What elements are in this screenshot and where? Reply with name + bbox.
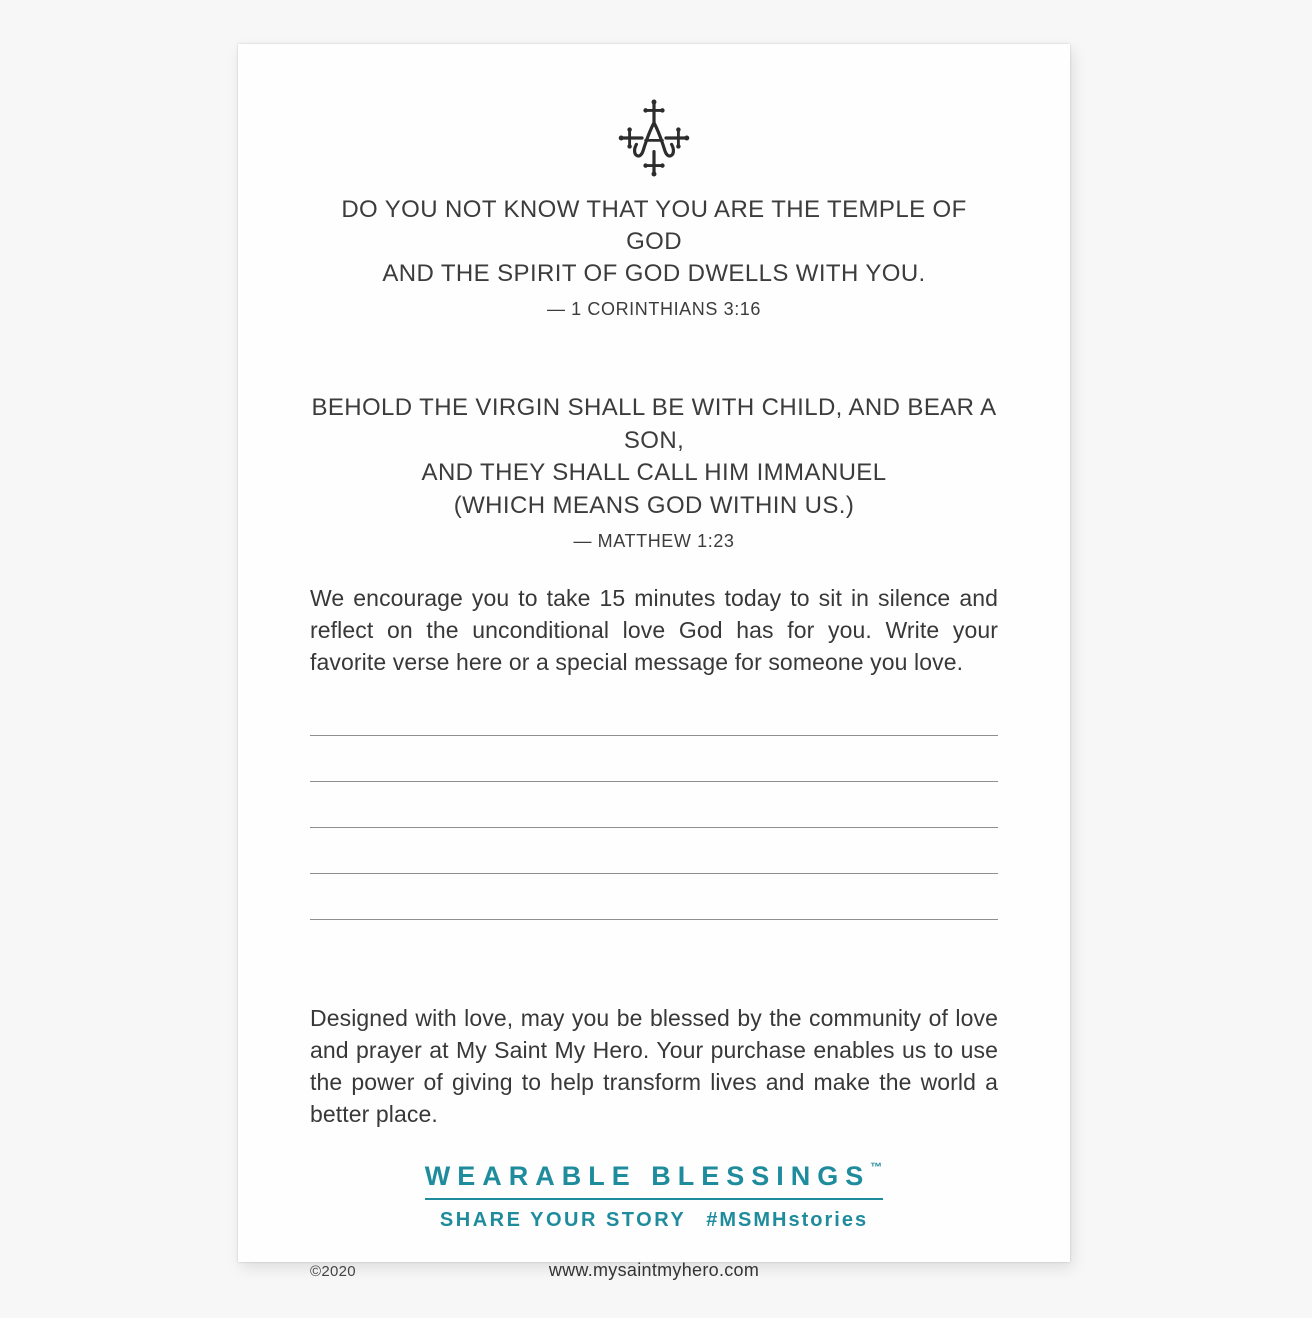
- brand-wordmark: [425, 1160, 884, 1200]
- mission-statement: Designed with love, may you be blessed by the community of love and prayer at My Saint My Hero. Your purchase enables us to use the power of giving to help transform lives and make the world a better place.: [310, 1005, 998, 1127]
- writing-line: [310, 701, 998, 736]
- writing-line: [310, 736, 998, 782]
- reflection-instructions: We encourage you to take 15 minutes today to sit in silence and reflect on the unconditional love God has for you. Write your favorite verse here or a special message for someone you love.: [310, 585, 998, 675]
- scripture-line: DO YOU NOT KNOW THAT YOU ARE THE TEMPLE OF GOD: [341, 196, 967, 255]
- prayer-card-back: [238, 44, 1070, 1280]
- scripture-quote-matthew: [310, 392, 998, 522]
- card-footer: [310, 1260, 998, 1284]
- scripture-citation-matthew: — MATTHEW 1:23: [573, 531, 735, 551]
- scripture-citation-corinthians: — 1 CORINTHIANS 3:16: [546, 299, 762, 319]
- writing-line: [310, 828, 998, 874]
- copyright-notice: ©2020: [310, 1263, 356, 1280]
- scripture-line: AND THE SPIRIT OF GOD DWELLS WITH YOU.: [382, 260, 926, 287]
- hashtag: #MSMHstories: [706, 1209, 869, 1231]
- brand-block: [310, 1160, 998, 1200]
- writing-line: [310, 782, 998, 828]
- scripture-quote-corinthians: [310, 194, 998, 290]
- writing-line: [310, 874, 998, 920]
- tagline-text: SHARE YOUR STORY: [439, 1209, 687, 1231]
- writing-lines: [310, 701, 998, 920]
- brand-tagline: [310, 1209, 998, 1232]
- scripture-line: AND THEY SHALL CALL HIM IMMANUEL: [421, 459, 887, 486]
- website-url: www.mysaintmyhero.com: [548, 1260, 760, 1280]
- trademark-symbol: ™: [870, 1160, 884, 1174]
- brand-name: WEARABLE BLESSINGS: [424, 1161, 871, 1191]
- scripture-line: BEHOLD THE VIRGIN SHALL BE WITH CHILD, AND BEAR A SON,: [311, 394, 997, 454]
- scripture-line: (WHICH MEANS GOD WITHIN US.): [453, 491, 855, 519]
- marian-monogram-icon: [614, 98, 694, 178]
